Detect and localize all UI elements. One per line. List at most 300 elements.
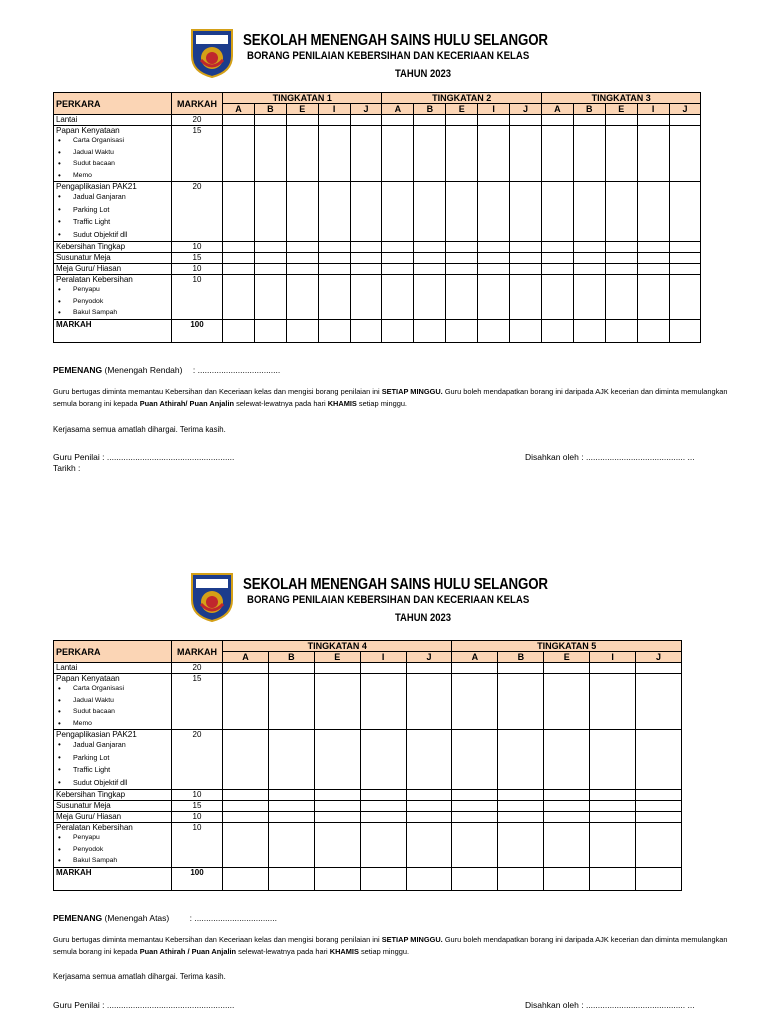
disahkan-field[interactable]: Disahkan oleh : .......................................... ... — [525, 1000, 695, 1010]
score-cell[interactable] — [605, 319, 637, 342]
score-cell[interactable] — [498, 790, 544, 801]
score-cell[interactable] — [590, 801, 636, 812]
score-cell[interactable] — [318, 242, 350, 253]
score-cell[interactable] — [254, 275, 286, 320]
score-cell[interactable] — [223, 663, 269, 674]
score-cell[interactable] — [573, 319, 605, 342]
score-cell[interactable] — [669, 253, 701, 264]
score-cell[interactable] — [510, 253, 542, 264]
list-item: • Sudut bacaan — [66, 158, 169, 170]
score-cell[interactable] — [314, 867, 360, 890]
score-cell[interactable] — [286, 115, 318, 126]
score-cell[interactable] — [590, 790, 636, 801]
score-cell[interactable] — [637, 242, 669, 253]
score-cell[interactable] — [544, 663, 590, 674]
table-row — [54, 812, 682, 823]
score-cell[interactable] — [314, 823, 360, 868]
score-cell[interactable] — [541, 182, 573, 242]
table-row — [54, 242, 701, 253]
score-cell[interactable] — [637, 253, 669, 264]
score-cell[interactable] — [478, 253, 510, 264]
score-cell[interactable] — [414, 182, 446, 242]
item-cell — [54, 674, 172, 730]
class-header: J — [406, 652, 452, 663]
list-item: • Jadual Ganjaran — [66, 739, 169, 752]
para-text: Guru boleh mendapatkan borang ini daripada AJK kecerian dan diminta memulangkan semula borang ini kepada — [53, 387, 728, 408]
score-cell[interactable] — [286, 319, 318, 342]
score-cell[interactable] — [286, 126, 318, 182]
score-cell[interactable] — [406, 790, 452, 801]
item-label: Papan Kenyataan — [56, 674, 120, 683]
score-cell[interactable] — [478, 115, 510, 126]
score-cell[interactable] — [350, 253, 382, 264]
score-cell[interactable] — [541, 264, 573, 275]
sub-item-list — [56, 683, 169, 729]
list-item: • Bakul Sampah — [66, 307, 169, 319]
list-item: • Memo — [66, 170, 169, 182]
score-cell[interactable] — [223, 242, 255, 253]
score-cell[interactable] — [254, 115, 286, 126]
score-cell[interactable] — [223, 126, 255, 182]
score-cell[interactable] — [254, 264, 286, 275]
score-cell[interactable] — [498, 867, 544, 890]
evaluation-table — [53, 92, 701, 343]
score-cell[interactable] — [414, 242, 446, 253]
winner-blank[interactable]: : ................................... — [189, 913, 277, 923]
score-cell[interactable] — [314, 730, 360, 790]
total-mark: 100 — [172, 319, 223, 342]
score-cell[interactable] — [498, 823, 544, 868]
score-cell[interactable] — [314, 801, 360, 812]
list-item: • Traffic Light — [66, 764, 169, 777]
score-cell[interactable] — [446, 319, 478, 342]
item-mark: 15 — [172, 674, 223, 730]
score-cell[interactable] — [446, 253, 478, 264]
score-cell[interactable] — [223, 790, 269, 801]
score-cell[interactable] — [406, 801, 452, 812]
score-cell[interactable] — [268, 790, 314, 801]
score-cell[interactable] — [573, 115, 605, 126]
score-cell[interactable] — [669, 182, 701, 242]
total-mark: 100 — [172, 867, 223, 890]
score-cell[interactable] — [382, 182, 414, 242]
score-cell[interactable] — [314, 790, 360, 801]
score-cell[interactable] — [446, 242, 478, 253]
score-cell[interactable] — [669, 242, 701, 253]
score-cell[interactable] — [254, 253, 286, 264]
score-cell[interactable] — [268, 867, 314, 890]
score-cell[interactable] — [382, 242, 414, 253]
score-cell[interactable] — [637, 275, 669, 320]
score-cell[interactable] — [605, 115, 637, 126]
score-cell[interactable] — [590, 674, 636, 730]
table-row — [54, 115, 701, 126]
score-cell[interactable] — [350, 115, 382, 126]
winner-label: PEMENANG — [53, 365, 103, 375]
list-item: • Memo — [66, 718, 169, 730]
item-label: Peralatan Kebersihan — [56, 275, 133, 284]
list-item: • Bakul Sampah — [66, 855, 169, 867]
score-cell[interactable] — [605, 182, 637, 242]
score-cell[interactable] — [510, 275, 542, 320]
list-item: • Penyapu — [66, 832, 169, 844]
score-cell[interactable] — [637, 182, 669, 242]
para-text: selewat-lewatnya pada hari — [236, 399, 326, 408]
disahkan-field[interactable]: Disahkan oleh : .......................................... ... — [525, 452, 695, 462]
score-cell[interactable] — [452, 823, 498, 868]
score-cell[interactable] — [590, 730, 636, 790]
score-cell[interactable] — [541, 319, 573, 342]
score-cell[interactable] — [636, 812, 682, 823]
score-cell[interactable] — [314, 812, 360, 823]
score-cell[interactable] — [414, 319, 446, 342]
score-cell[interactable] — [510, 264, 542, 275]
score-cell[interactable] — [254, 126, 286, 182]
score-cell[interactable] — [350, 126, 382, 182]
list-item: • Traffic Light — [66, 216, 169, 229]
score-cell[interactable] — [360, 823, 406, 868]
item-mark: 10 — [172, 264, 223, 275]
score-cell[interactable] — [452, 812, 498, 823]
school-name: SEKOLAH MENENGAH SAINS HULU SELANGOR — [243, 32, 548, 49]
item-mark: 15 — [172, 801, 223, 812]
score-cell[interactable] — [636, 674, 682, 730]
score-cell[interactable] — [544, 730, 590, 790]
score-cell[interactable] — [541, 115, 573, 126]
score-cell[interactable] — [318, 115, 350, 126]
score-cell[interactable] — [318, 253, 350, 264]
score-cell[interactable] — [446, 115, 478, 126]
table-row — [54, 674, 682, 730]
para-text: setiap minggu. — [358, 399, 407, 408]
class-header: J — [510, 104, 542, 115]
score-cell[interactable] — [314, 663, 360, 674]
para-emphasis: KHAMIS — [329, 947, 359, 956]
score-cell[interactable] — [636, 867, 682, 890]
score-cell[interactable] — [268, 730, 314, 790]
header-markah: MARKAH — [172, 93, 223, 115]
score-cell[interactable] — [573, 253, 605, 264]
para-text: Guru bertugas diminta memantau Kebersihan dan Keceriaan kelas dan mengisi borang penilaian ini — [53, 935, 380, 944]
score-cell[interactable] — [223, 730, 269, 790]
score-cell[interactable] — [318, 275, 350, 320]
score-cell[interactable] — [510, 182, 542, 242]
score-cell[interactable] — [452, 663, 498, 674]
winner-line — [53, 913, 277, 923]
score-cell[interactable] — [223, 823, 269, 868]
header-perkara: PERKARA — [54, 93, 172, 115]
score-cell[interactable] — [498, 801, 544, 812]
class-header: A — [541, 104, 573, 115]
score-cell[interactable] — [223, 264, 255, 275]
score-cell[interactable] — [510, 319, 542, 342]
score-cell[interactable] — [478, 126, 510, 182]
score-cell[interactable] — [360, 730, 406, 790]
table-row — [54, 253, 701, 264]
list-item: • Penyodok — [66, 844, 169, 856]
sub-item-list — [56, 135, 169, 181]
tarikh-field[interactable]: Tarikh : — [53, 463, 81, 473]
evaluation-table — [53, 640, 682, 891]
score-cell[interactable] — [350, 242, 382, 253]
score-cell[interactable] — [318, 319, 350, 342]
class-header: B — [498, 652, 544, 663]
class-header: B — [268, 652, 314, 663]
score-cell[interactable] — [414, 115, 446, 126]
score-cell[interactable] — [636, 801, 682, 812]
score-cell[interactable] — [590, 823, 636, 868]
score-cell[interactable] — [318, 264, 350, 275]
score-cell[interactable] — [498, 674, 544, 730]
score-cell[interactable] — [669, 126, 701, 182]
score-cell[interactable] — [223, 801, 269, 812]
score-cell[interactable] — [541, 242, 573, 253]
class-header: E — [446, 104, 478, 115]
score-cell[interactable] — [637, 319, 669, 342]
score-cell[interactable] — [478, 264, 510, 275]
table-row — [54, 663, 682, 674]
guru-penilai-field[interactable]: Guru Penilai : ...................................................... — [53, 1000, 235, 1010]
list-item: • Sudut Objektif dll — [66, 777, 169, 790]
score-cell[interactable] — [452, 867, 498, 890]
score-cell[interactable] — [382, 264, 414, 275]
score-cell[interactable] — [669, 275, 701, 320]
score-cell[interactable] — [223, 674, 269, 730]
score-cell[interactable] — [406, 674, 452, 730]
form-year: TAHUN 2023 — [394, 68, 452, 80]
score-cell[interactable] — [636, 823, 682, 868]
guru-penilai-field[interactable]: Guru Penilai : ...................................................... — [53, 452, 235, 462]
score-cell[interactable] — [669, 319, 701, 342]
list-item: • Carta Organisasi — [66, 683, 169, 695]
score-cell[interactable] — [314, 674, 360, 730]
item-cell — [54, 823, 172, 868]
score-cell[interactable] — [544, 823, 590, 868]
score-cell[interactable] — [268, 801, 314, 812]
instructions-paragraph — [53, 386, 733, 410]
para-emphasis: Puan Athirah / Puan Anjalin — [139, 947, 237, 956]
form-title: BORANG PENILAIAN KEBERSIHAN DAN KECERIAAN KELAS — [247, 594, 530, 606]
score-cell[interactable] — [637, 115, 669, 126]
score-cell[interactable] — [605, 253, 637, 264]
score-cell[interactable] — [360, 790, 406, 801]
total-label: MARKAH — [54, 867, 172, 890]
score-cell[interactable] — [573, 275, 605, 320]
score-cell[interactable] — [446, 264, 478, 275]
item-mark: 15 — [172, 253, 223, 264]
class-header: A — [223, 104, 255, 115]
score-cell[interactable] — [350, 319, 382, 342]
score-cell[interactable] — [360, 812, 406, 823]
winner-blank[interactable]: : ................................... — [192, 365, 281, 375]
score-cell[interactable] — [360, 674, 406, 730]
table-row — [54, 264, 701, 275]
item-cell — [54, 126, 172, 182]
score-cell[interactable] — [286, 242, 318, 253]
score-cell[interactable] — [382, 126, 414, 182]
item-label: Susunatur Meja — [54, 801, 172, 812]
score-cell[interactable] — [406, 663, 452, 674]
para-emphasis: KHAMIS — [327, 399, 357, 408]
score-cell[interactable] — [590, 867, 636, 890]
score-cell[interactable] — [605, 264, 637, 275]
item-label: Lantai — [54, 115, 172, 126]
score-cell[interactable] — [446, 126, 478, 182]
score-cell[interactable] — [446, 275, 478, 320]
score-cell[interactable] — [286, 264, 318, 275]
score-cell[interactable] — [541, 275, 573, 320]
class-header: A — [452, 652, 498, 663]
score-cell[interactable] — [636, 730, 682, 790]
item-label: Kebersihan Tingkap — [54, 790, 172, 801]
score-cell[interactable] — [590, 663, 636, 674]
score-cell[interactable] — [350, 182, 382, 242]
score-cell[interactable] — [544, 867, 590, 890]
item-label: Peralatan Kebersihan — [56, 823, 133, 832]
header-level: TINGKATAN 4 — [223, 641, 452, 652]
form-title: BORANG PENILAIAN KEBERSIHAN DAN KECERIAAN KELAS — [247, 50, 530, 62]
score-cell[interactable] — [254, 182, 286, 242]
score-cell[interactable] — [478, 242, 510, 253]
score-cell[interactable] — [498, 730, 544, 790]
score-cell[interactable] — [669, 264, 701, 275]
score-cell[interactable] — [541, 126, 573, 182]
score-cell[interactable] — [223, 812, 269, 823]
score-cell[interactable] — [478, 319, 510, 342]
score-cell[interactable] — [573, 182, 605, 242]
score-cell[interactable] — [605, 242, 637, 253]
item-mark: 15 — [172, 126, 223, 182]
score-cell[interactable] — [636, 663, 682, 674]
table-row — [54, 126, 701, 182]
school-name: SEKOLAH MENENGAH SAINS HULU SELANGOR — [243, 576, 548, 593]
class-header: B — [573, 104, 605, 115]
sub-item-list — [56, 191, 169, 241]
score-cell[interactable] — [223, 867, 269, 890]
score-cell[interactable] — [510, 126, 542, 182]
score-cell[interactable] — [360, 663, 406, 674]
para-text: Guru bertugas diminta memantau Kebersihan dan Keceriaan kelas dan mengisi borang penilaian ini — [53, 387, 380, 396]
score-cell[interactable] — [406, 867, 452, 890]
score-cell[interactable] — [360, 867, 406, 890]
score-cell[interactable] — [605, 126, 637, 182]
score-cell[interactable] — [254, 242, 286, 253]
score-cell[interactable] — [223, 115, 255, 126]
score-cell[interactable] — [414, 126, 446, 182]
score-cell[interactable] — [669, 115, 701, 126]
score-cell[interactable] — [268, 674, 314, 730]
score-cell[interactable] — [510, 242, 542, 253]
class-header: E — [544, 652, 590, 663]
list-item: • Penyodok — [66, 296, 169, 308]
score-cell[interactable] — [406, 730, 452, 790]
score-cell[interactable] — [382, 115, 414, 126]
score-cell[interactable] — [498, 663, 544, 674]
score-cell[interactable] — [478, 275, 510, 320]
score-cell[interactable] — [544, 801, 590, 812]
form-year: TAHUN 2023 — [394, 612, 452, 624]
class-header: E — [286, 104, 318, 115]
score-cell[interactable] — [637, 264, 669, 275]
score-cell[interactable] — [544, 812, 590, 823]
score-cell[interactable] — [268, 823, 314, 868]
instructions-paragraph — [53, 934, 733, 958]
score-cell[interactable] — [382, 275, 414, 320]
score-cell[interactable] — [223, 182, 255, 242]
score-cell[interactable] — [452, 674, 498, 730]
score-cell[interactable] — [414, 275, 446, 320]
list-item: • Penyapu — [66, 284, 169, 296]
score-cell[interactable] — [286, 253, 318, 264]
list-item: • Parking Lot — [66, 204, 169, 217]
score-cell[interactable] — [268, 812, 314, 823]
score-cell[interactable] — [406, 812, 452, 823]
score-cell[interactable] — [452, 801, 498, 812]
score-cell[interactable] — [452, 730, 498, 790]
score-cell[interactable] — [382, 319, 414, 342]
score-cell[interactable] — [254, 319, 286, 342]
score-cell[interactable] — [498, 812, 544, 823]
score-cell[interactable] — [286, 275, 318, 320]
item-mark: 10 — [172, 275, 223, 320]
class-header: B — [254, 104, 286, 115]
score-cell[interactable] — [544, 790, 590, 801]
para-emphasis: SETIAP MINGGU. — [381, 387, 443, 396]
sub-item-list — [56, 832, 169, 867]
list-item: • Parking Lot — [66, 752, 169, 765]
score-cell[interactable] — [318, 126, 350, 182]
score-cell[interactable] — [452, 790, 498, 801]
score-cell[interactable] — [636, 790, 682, 801]
score-cell[interactable] — [286, 182, 318, 242]
score-cell[interactable] — [414, 264, 446, 275]
score-cell[interactable] — [350, 264, 382, 275]
score-cell[interactable] — [478, 182, 510, 242]
score-cell[interactable] — [350, 275, 382, 320]
winner-label: PEMENANG — [53, 913, 103, 923]
list-item: • Jadual Waktu — [66, 695, 169, 707]
header-level: TINGKATAN 5 — [452, 641, 681, 652]
sub-item-list — [56, 739, 169, 789]
score-cell[interactable] — [360, 801, 406, 812]
score-cell[interactable] — [590, 812, 636, 823]
para-text: Guru boleh mendapatkan borang ini daripada AJK kecerian dan diminta memulangkan semula borang ini kepada — [53, 935, 728, 956]
score-cell[interactable] — [223, 253, 255, 264]
score-cell[interactable] — [544, 674, 590, 730]
score-cell[interactable] — [268, 663, 314, 674]
score-cell[interactable] — [541, 253, 573, 264]
item-label: Susunatur Meja — [54, 253, 172, 264]
score-cell[interactable] — [382, 253, 414, 264]
score-cell[interactable] — [573, 126, 605, 182]
score-cell[interactable] — [510, 115, 542, 126]
item-cell — [54, 730, 172, 790]
score-cell[interactable] — [637, 126, 669, 182]
score-cell[interactable] — [446, 182, 478, 242]
score-cell[interactable] — [573, 264, 605, 275]
header-level: TINGKATAN 3 — [541, 93, 700, 104]
item-label: Kebersihan Tingkap — [54, 242, 172, 253]
score-cell[interactable] — [223, 275, 255, 320]
score-cell[interactable] — [223, 319, 255, 342]
score-cell[interactable] — [573, 242, 605, 253]
winner-category: (Menengah Atas) — [104, 913, 170, 923]
score-cell[interactable] — [406, 823, 452, 868]
thanks-note: Kerjasama semua amatlah dihargai. Terima kasih. — [53, 972, 226, 981]
score-cell[interactable] — [318, 182, 350, 242]
score-cell[interactable] — [414, 253, 446, 264]
score-cell[interactable] — [605, 275, 637, 320]
